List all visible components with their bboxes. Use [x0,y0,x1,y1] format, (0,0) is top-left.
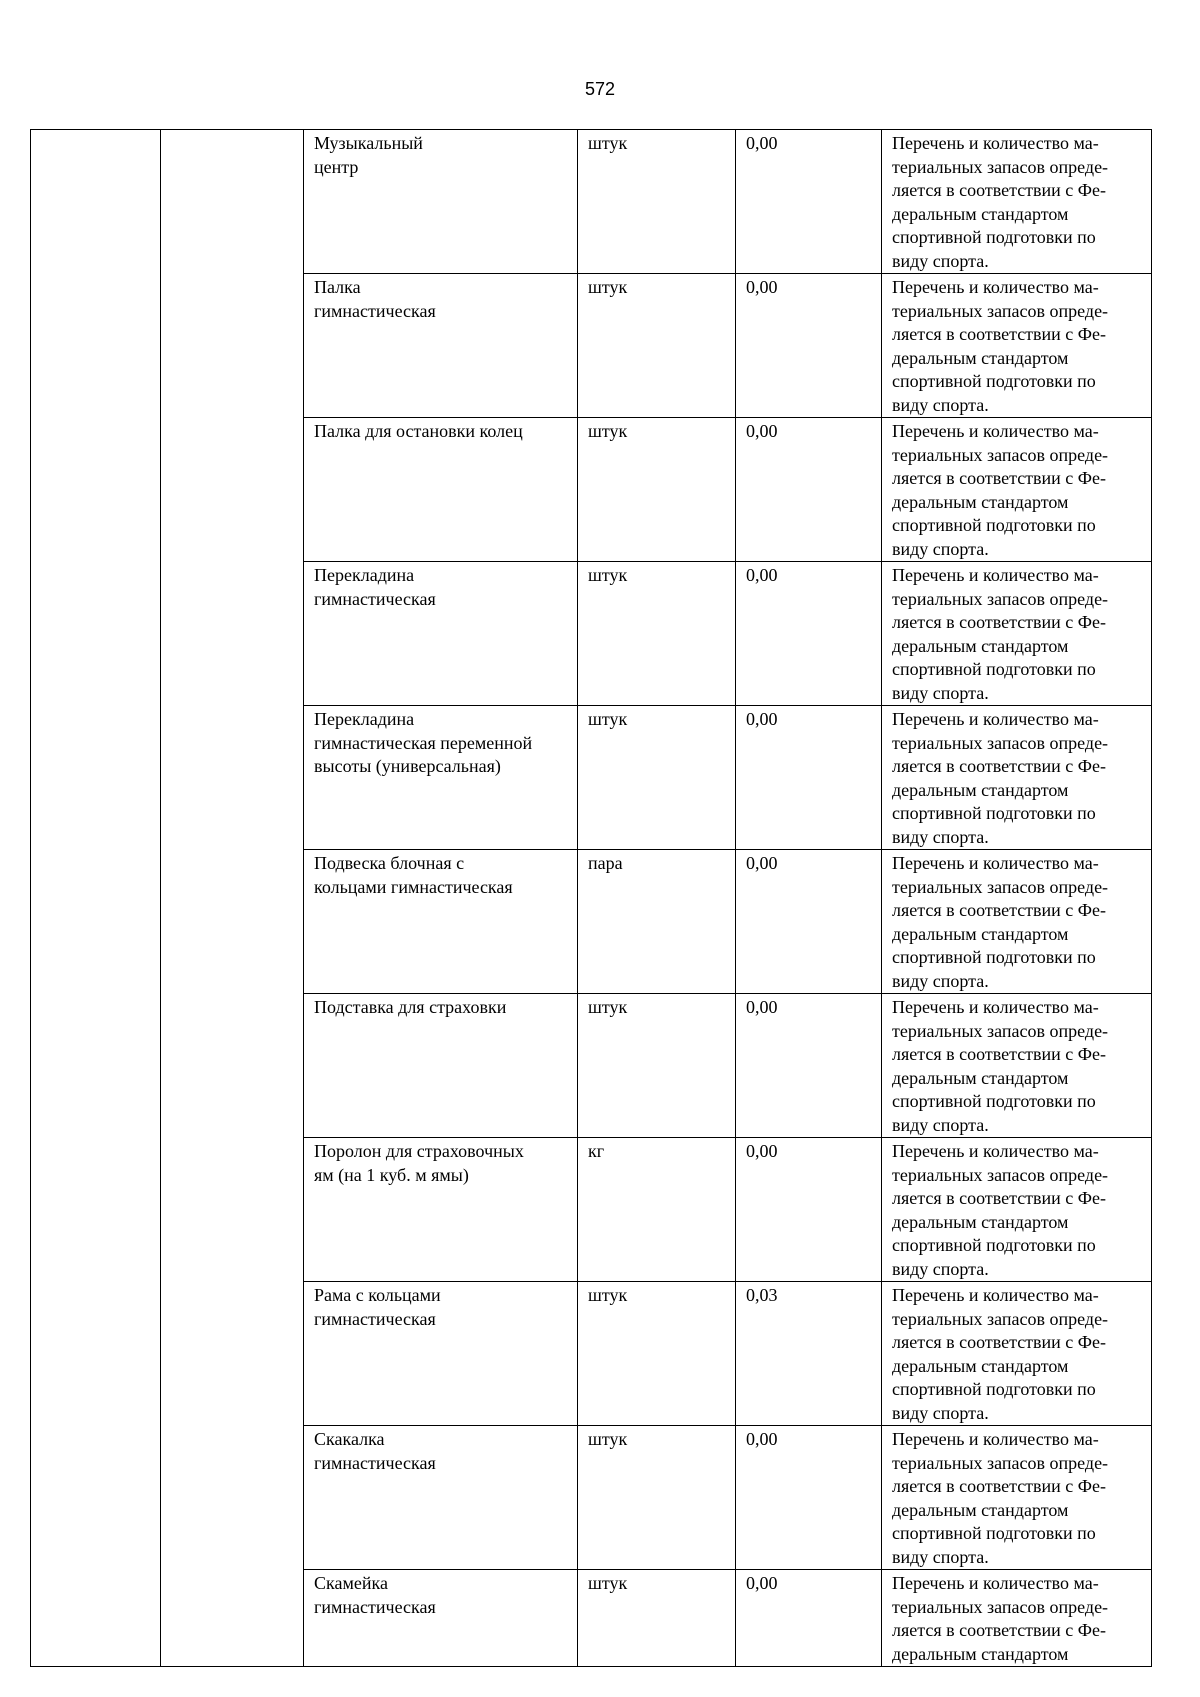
quantity-cell: 0,00 [736,274,882,418]
note-cell [882,1138,1152,1282]
note-cell [882,418,1152,562]
note-text: Перечень и количество ма- териальных запасов опреде- ляется в соответствии с Фе- деральным стандартом спортивной подготовки по виду спорта. [892,565,1109,703]
unit-cell: штук [578,274,736,418]
item-name-cell: Палка для остановки колец [304,418,578,562]
item-name-cell: Подвеска блочная с кольцами гимнастическая [304,850,578,994]
note-cell [882,562,1152,706]
note-text: Перечень и количество ма- териальных запасов опреде- ляется в соответствии с Фе- деральным стандартом спортивной подготовки по виду спорта. [892,421,1109,559]
unit-cell: кг [578,1138,736,1282]
note-cell [882,274,1152,418]
equipment-table [30,129,1152,1667]
note-text: Перечень и количество ма- териальных запасов опреде- ляется в соответствии с Фе- деральным стандартом [892,1573,1109,1664]
note-text: Перечень и количество ма- териальных запасов опреде- ляется в соответствии с Фе- деральным стандартом спортивной подготовки по виду спорта. [892,1429,1109,1567]
quantity-cell: 0,00 [736,562,882,706]
item-name-cell: Скамейка гимнастическая [304,1570,578,1667]
quantity-cell: 0,00 [736,130,882,274]
item-name-cell: Скакалка гимнастическая [304,1426,578,1570]
note-cell [882,1282,1152,1426]
note-text: Перечень и количество ма- териальных запасов опреде- ляется в соответствии с Фе- деральным стандартом спортивной подготовки по виду спорта. [892,1141,1109,1279]
note-cell [882,1570,1152,1667]
quantity-cell: 0,00 [736,994,882,1138]
merged-cell-col-2 [161,130,304,1667]
item-name-cell: Музыкальный центр [304,130,578,274]
note-cell [882,850,1152,994]
unit-cell: штук [578,1570,736,1667]
unit-cell: штук [578,1426,736,1570]
unit-cell: штук [578,994,736,1138]
page-number: 572 [584,79,616,99]
quantity-cell: 0,00 [736,1570,882,1667]
item-name-cell: Подставка для страховки [304,994,578,1138]
item-name-cell: Поролон для страховочных ям (на 1 куб. м ямы) [304,1138,578,1282]
note-text: Перечень и количество ма- териальных запасов опреде- ляется в соответствии с Фе- деральным стандартом спортивной подготовки по виду спорта. [892,853,1109,991]
note-text: Перечень и количество ма- териальных запасов опреде- ляется в соответствии с Фе- деральным стандартом спортивной подготовки по виду спорта. [892,997,1109,1135]
quantity-cell: 0,00 [736,418,882,562]
note-text: Перечень и количество ма- териальных запасов опреде- ляется в соответствии с Фе- деральным стандартом спортивной подготовки по виду спорта. [892,709,1109,847]
item-name-cell: Перекладина гимнастическая [304,562,578,706]
unit-cell: штук [578,1282,736,1426]
quantity-cell: 0,03 [736,1282,882,1426]
note-cell [882,130,1152,274]
note-cell [882,994,1152,1138]
note-text: Перечень и количество ма- териальных запасов опреде- ляется в соответствии с Фе- деральным стандартом спортивной подготовки по виду спорта. [892,1285,1109,1423]
unit-cell: штук [578,562,736,706]
item-name-cell: Рама с кольцами гимнастическая [304,1282,578,1426]
unit-cell: штук [578,130,736,274]
unit-cell: штук [578,706,736,850]
quantity-cell: 0,00 [736,706,882,850]
table-row [31,130,1152,274]
note-text: Перечень и количество ма- териальных запасов опреде- ляется в соответствии с Фе- деральным стандартом спортивной подготовки по виду спорта. [892,133,1109,271]
note-text: Перечень и количество ма- териальных запасов опреде- ляется в соответствии с Фе- деральным стандартом спортивной подготовки по виду спорта. [892,277,1109,415]
quantity-cell: 0,00 [736,1138,882,1282]
equipment-table-body [31,130,1152,1667]
note-cell [882,706,1152,850]
item-name-cell: Перекладина гимнастическая переменной высоты (универсальная) [304,706,578,850]
unit-cell: пара [578,850,736,994]
merged-cell-col-1 [31,130,161,1667]
quantity-cell: 0,00 [736,850,882,994]
note-cell [882,1426,1152,1570]
quantity-cell: 0,00 [736,1426,882,1570]
item-name-cell: Палка гимнастическая [304,274,578,418]
unit-cell: штук [578,418,736,562]
